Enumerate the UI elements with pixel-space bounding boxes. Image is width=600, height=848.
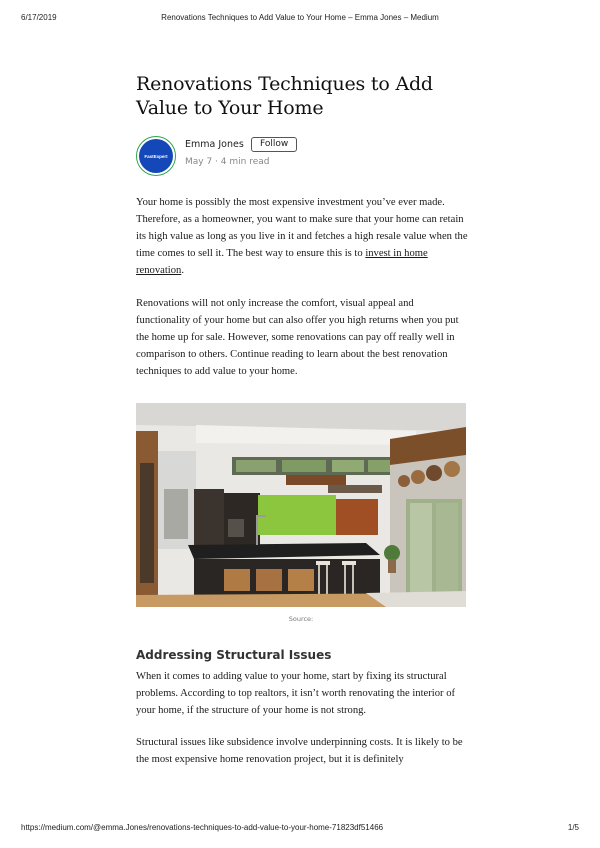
author-avatar[interactable] [136, 136, 176, 176]
follow-button[interactable]: Follow [251, 137, 297, 152]
image-caption: Source: [288, 615, 314, 623]
article-title: Renovations Techniques to Add Value to Your Home [136, 73, 433, 119]
paragraph-intro [136, 194, 468, 279]
print-url: https://medium.com/@emma.Jones/renovations-techniques-to-add-value-to-your-home-71823df51466 [21, 823, 384, 832]
paragraph-intro-text: Your home is possibly the most expensive investment you’ve ever made. Therefore, as a homeowner, you want to make sure that your home can retain its high value as long as you live in it and fetches a high resale value when the time comes to sell it. The best way to ensure this is to [136, 197, 468, 259]
invest-in-home-renovation-link[interactable]: invest in home renovation [136, 248, 428, 276]
byline [136, 136, 468, 180]
paragraph-intro-end: . [181, 265, 184, 276]
avatar-logo-text: FastExpert [144, 153, 168, 159]
print-doc-title: Renovations Techniques to Add Value to Your Home – Emma Jones – Medium [161, 13, 439, 22]
article-figure [136, 403, 466, 623]
section-heading: Addressing Structural Issues [136, 648, 332, 662]
post-meta: May 7 · 4 min read [185, 157, 270, 167]
print-date: 6/17/2019 [21, 13, 57, 22]
print-page-number: 1/5 [567, 823, 579, 832]
author-name[interactable]: Emma Jones [185, 139, 244, 150]
paragraph-renovations: Renovations will not only increase the comfort, visual appeal and functionality of your home but can also offer you high returns when you put the home up for sale. However, some renovations can pay off really well in comparison to others. Continue reading to learn about the best renovation techniques to add value to your home. [136, 298, 459, 377]
article [136, 72, 468, 380]
avatar-logo-circle [139, 139, 173, 173]
kitchen-photo [136, 403, 466, 607]
paragraph-structural: When it comes to adding value to your home, start by fixing its structural problems. According to top realtors, it isn’t worth renovating the interior of your home, if the structure of your home is not strong. [136, 671, 456, 716]
section-structural-issues [136, 648, 468, 768]
paragraph-subsidence: Structural issues like subsidence involve underpinning costs. It is likely to be the most expensive home renovation project, but it is definitely [136, 737, 463, 765]
print-footer [21, 823, 579, 835]
print-header [21, 13, 579, 25]
